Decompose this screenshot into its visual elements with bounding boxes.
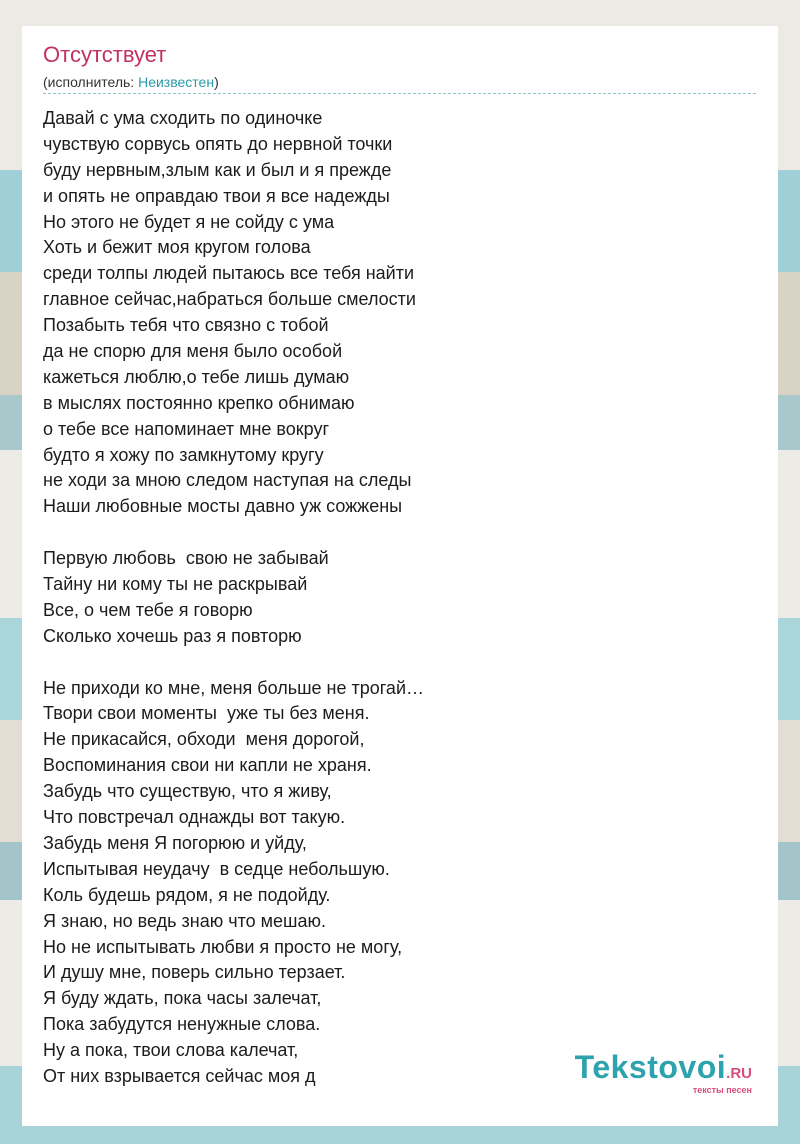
logo-subtitle: тексты песен [692,1085,752,1095]
logo-tld: .RU [726,1065,752,1082]
lyric-line: Но не испытывать любви я просто не могу, [43,936,403,957]
lyric-line: И душу мне, поверь сильно терзает. [43,962,346,983]
lyric-line: Не прикасайся, обходи меня дорогой, [43,729,365,750]
lyric-line: Хоть и бежит моя кругом голова [43,237,311,258]
artist-line [43,74,219,90]
lyric-line: о тебе все напоминает мне вокруг [43,418,330,439]
lyric-line: будто я хожу по замкнутому кругу [43,444,324,465]
lyric-line: Забудь что существую, что я живу, [43,781,332,802]
lyric-line: среди толпы людей пытаюсь все тебя найти [43,263,415,284]
stanza-break [43,520,743,546]
lyric-line: Давай с ума сходить по одиночке [43,108,323,128]
lyric-line: в мыслях постоянно крепко обнимаю [43,392,355,413]
lyrics-text [43,106,743,1090]
lyric-line: да не спорю для меня было особой [43,341,343,362]
lyric-line: не ходи за мною следом наступая на следы [43,470,412,491]
lyric-line: Пока забудутся ненужные слова. [43,1014,321,1035]
lyric-line: Все, о чем тебе я говорю [43,599,253,620]
lyric-line: Испытывая неудачу в седце небольшую. [43,858,390,879]
lyric-line: Позабыть тебя что связно с тобой [43,315,329,336]
logo-wordmark: Tekstovoi [574,1049,727,1085]
lyric-line: Воспоминания свои ни капли не храня. [43,755,372,776]
lyric-line: Твори свои моменты уже ты без меня. [43,703,370,724]
song-title: Отсутствует [43,42,167,67]
artist-prefix: (исполнитель: [43,74,139,90]
lyric-line: Я буду ждать, пока часы залечат, [43,988,322,1009]
artist-link[interactable]: Неизвестен [138,74,215,90]
lyric-line: Что повстречал однажды вот такую. [43,807,346,828]
artist-suffix: ) [214,74,219,90]
title-divider [43,93,756,94]
stanza-break [43,650,743,676]
lyric-line: кажеться люблю,о тебе лишь думаю [43,366,350,387]
lyric-line: Я знаю, но ведь знаю что мешаю. [43,910,326,931]
lyric-line: Первую любовь свою не забывай [43,548,329,569]
site-logo[interactable] [574,1049,752,1095]
lyric-line: Тайну ни кому ты не раскрывай [43,574,308,595]
lyric-line: и опять не оправдаю твои я все надежды [43,185,390,206]
lyric-line: Но этого не будет я не сойду с ума [43,211,335,232]
lyric-line: буду нервным,злым как и был и я прежде [43,159,392,180]
lyric-line: Не приходи ко мне, меня больше не трогай… [43,677,424,698]
lyric-line: Ну а пока, твои слова калечат, [43,1040,299,1061]
lyric-line: Забудь меня Я погорюю и уйду, [43,832,307,853]
lyric-line: От них взрывается сейчас моя д [43,1065,316,1086]
lyric-line: главное сейчас,набраться больше смелости [43,289,416,310]
lyric-line: Наши любовные мосты давно уж сожжены [43,496,403,517]
lyrics-page [22,26,778,1126]
lyric-line: Коль будешь рядом, я не подойду. [43,884,331,905]
lyric-line: чувствую сорвусь опять до нервной точки [43,133,393,154]
lyric-line: Сколько хочешь раз я повторю [43,625,302,646]
